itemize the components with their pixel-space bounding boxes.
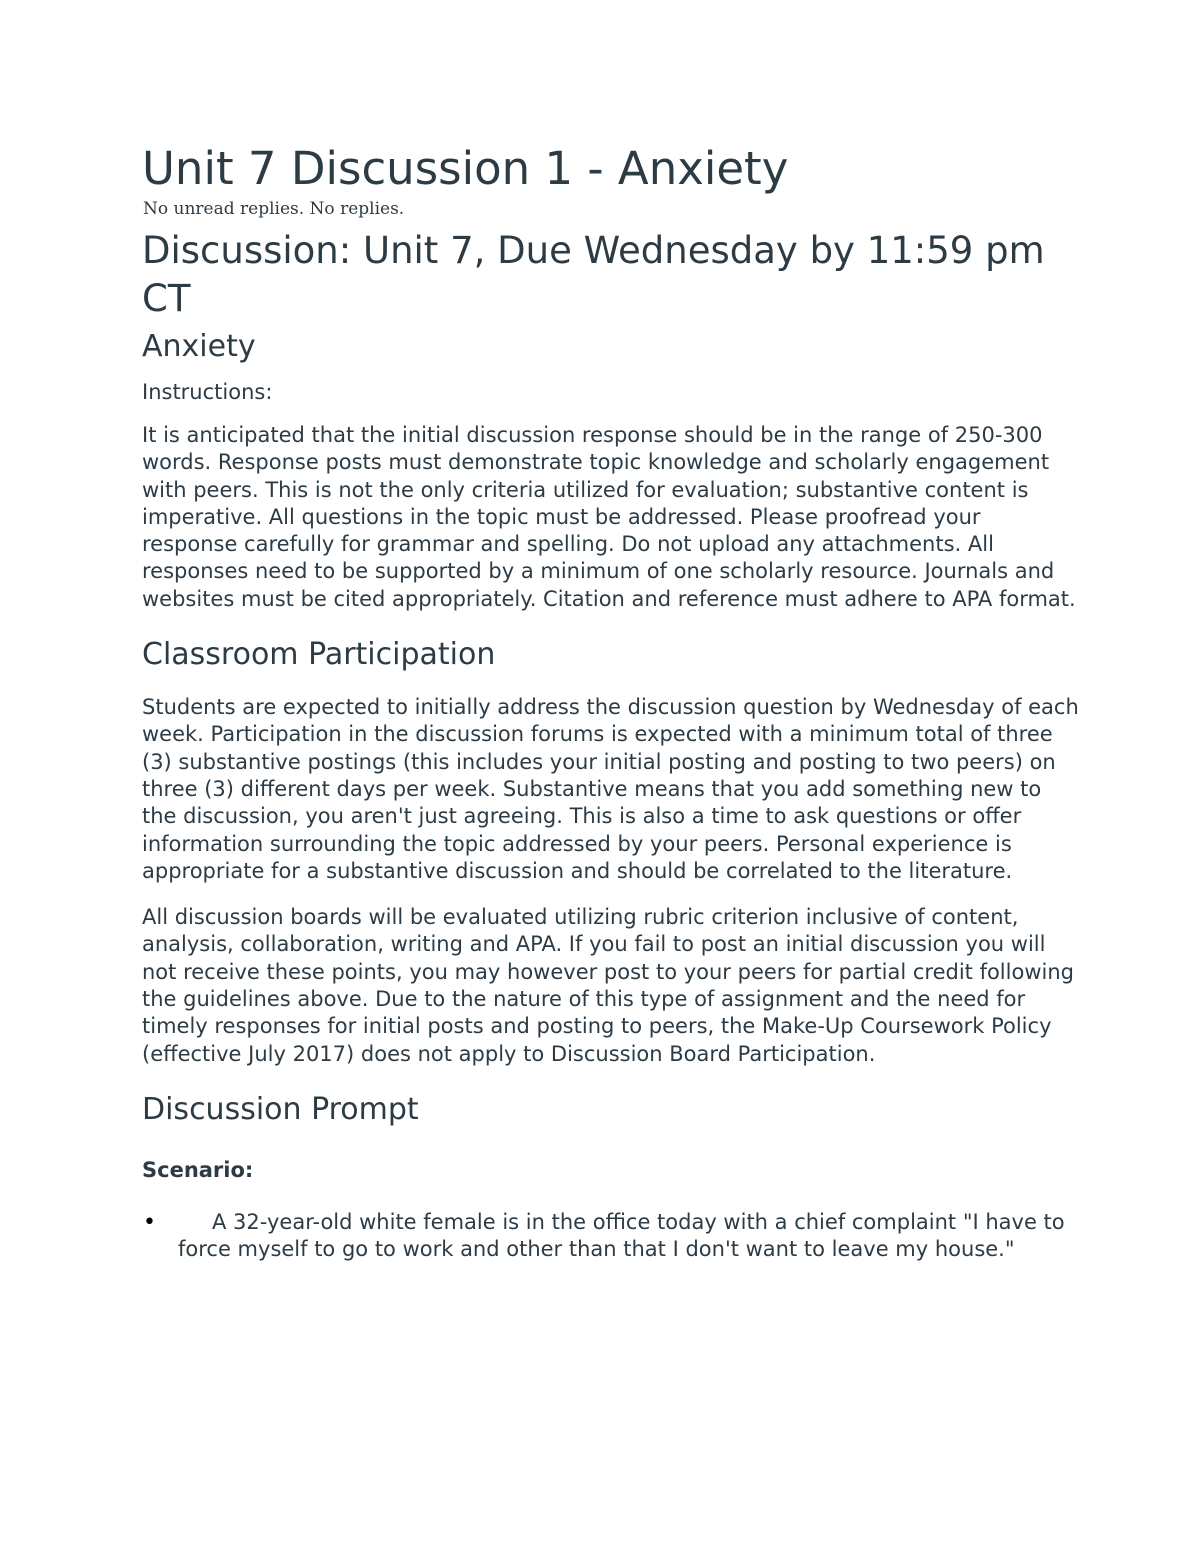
instructions-body: It is anticipated that the initial discussion response should be in the range of 250-300 words. Response posts must demonstrate topic knowledge and scholarly engagement with peers. This is not the only criteria utilized for evaluation; substantive content is imperative. All questions in the topic must be addressed. Please proofread your response carefully for grammar and spelling. Do not upload any attachments. All responses need to be supported by a minimum of one scholarly resource. Journals and websites must be cited appropriately. Citation and reference must adhere to APA format. — [142, 423, 1076, 611]
topic-heading: Anxiety — [142, 329, 256, 364]
prompt-heading: Discussion Prompt — [142, 1091, 419, 1127]
participation-paragraph-1: Students are expected to initially address the discussion question by Wednesday of each week. Participation in the discussion forums is expected with a minimum total of three (3) substantive postings (this includes your initial posting and posting to two peers) on three (3) different days per week. Substantive means that you add something new to the discussion, you aren't just agreeing. This is also a time to ask questions or offer information surrounding the topic addressed by your peers. Personal experience is appropriate for a substantive discussion and should be correlated to the literature. — [142, 695, 1079, 883]
scenario-list — [142, 1209, 1082, 1264]
discussion-page — [142, 140, 1082, 1264]
page-title: Unit 7 Discussion 1 - Anxiety — [142, 142, 789, 195]
due-heading: Discussion: Unit 7, Due Wednesday by 11:59 pm CT — [142, 229, 1045, 320]
participation-paragraph-2: All discussion boards will be evaluated utilizing rubric criterion inclusive of content, analysis, collaboration, writing and APA. If you fail to post an initial discussion you will not receive these points, you may however post to your peers for partial credit following the guidelines above. Due to the nature of this type of assignment and the need for timely responses for initial posts and posting to peers, the Make-Up Coursework Policy (effective July 2017) does not apply to Discussion Board Participation. — [142, 905, 1074, 1066]
participation-heading: Classroom Participation — [142, 637, 496, 673]
instructions-label: Instructions: — [142, 380, 273, 404]
bullet-icon: • — [143, 1209, 156, 1235]
scenario-label: Scenario: — [142, 1157, 254, 1182]
list-item — [142, 1209, 1082, 1264]
scenario-text: A 32-year-old white female is in the office today with a chief complaint "I have to force myself to go to work and other than that I don't want to leave my house." — [178, 1209, 1065, 1262]
reply-status: No unread replies. No replies. — [143, 199, 405, 219]
